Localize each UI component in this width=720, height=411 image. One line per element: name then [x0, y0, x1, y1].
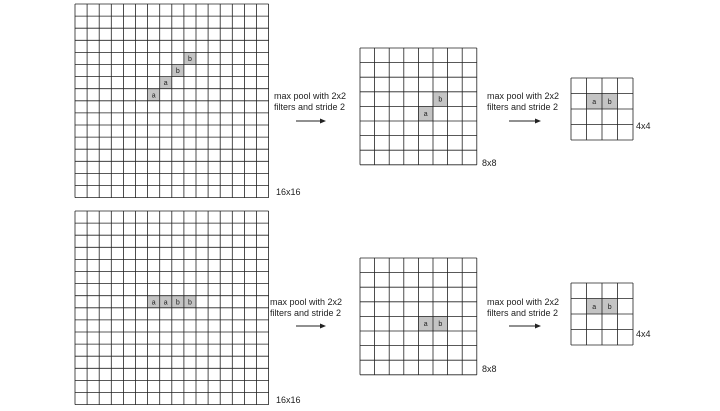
cell-label: a [163, 80, 168, 88]
cell-label: a [151, 92, 156, 100]
cell-label: a [163, 299, 168, 307]
grid-size-label: 8x8 [482, 364, 497, 374]
grid-size-label: 8x8 [482, 158, 497, 168]
step-label-line2: filters and stride 2 [487, 102, 559, 112]
cell-label: b [175, 299, 180, 307]
grid-8x8 [360, 258, 497, 375]
arrow-head-icon [535, 324, 541, 329]
grid-size-label: 16x16 [276, 187, 301, 197]
maxpool-step [487, 91, 559, 124]
cell-label: b [607, 303, 612, 311]
step-label-line1: max pool with 2x2 [274, 91, 347, 101]
grid-16x16 [75, 4, 301, 198]
step-label-line1: max pool with 2x2 [487, 297, 560, 307]
step-label-line2: filters and stride 2 [274, 102, 346, 112]
cell-label: b [438, 321, 443, 329]
maxpool-step [487, 297, 559, 329]
maxpool-step [270, 297, 342, 329]
grid-8x8 [360, 48, 497, 168]
arrow-head-icon [320, 324, 326, 329]
cell-label: b [607, 98, 612, 106]
cell-label: b [187, 299, 192, 307]
arrow-head-icon [535, 119, 541, 124]
diagram-row [75, 211, 651, 405]
grid-size-label: 16x16 [276, 395, 301, 405]
step-label-line1: max pool with 2x2 [487, 91, 560, 101]
grid-size-label: 4x4 [636, 121, 651, 131]
cell-label: b [175, 68, 180, 76]
grid-4x4 [571, 283, 651, 345]
grid-size-label: 4x4 [636, 329, 651, 339]
maxpool-step [274, 91, 346, 124]
cell-label: b [187, 55, 192, 63]
step-label-line2: filters and stride 2 [270, 308, 342, 318]
cell-label: b [438, 96, 443, 104]
cell-label: a [151, 299, 156, 307]
cell-label: a [423, 321, 428, 329]
cell-label: a [423, 111, 428, 119]
arrow-head-icon [320, 119, 326, 124]
cell-label: a [592, 303, 597, 311]
step-label-line2: filters and stride 2 [487, 308, 559, 318]
grid-4x4 [571, 78, 651, 140]
diagram-row [75, 4, 651, 198]
step-label-line1: max pool with 2x2 [270, 297, 343, 307]
grid-16x16 [75, 211, 301, 405]
cell-label: a [592, 98, 597, 106]
